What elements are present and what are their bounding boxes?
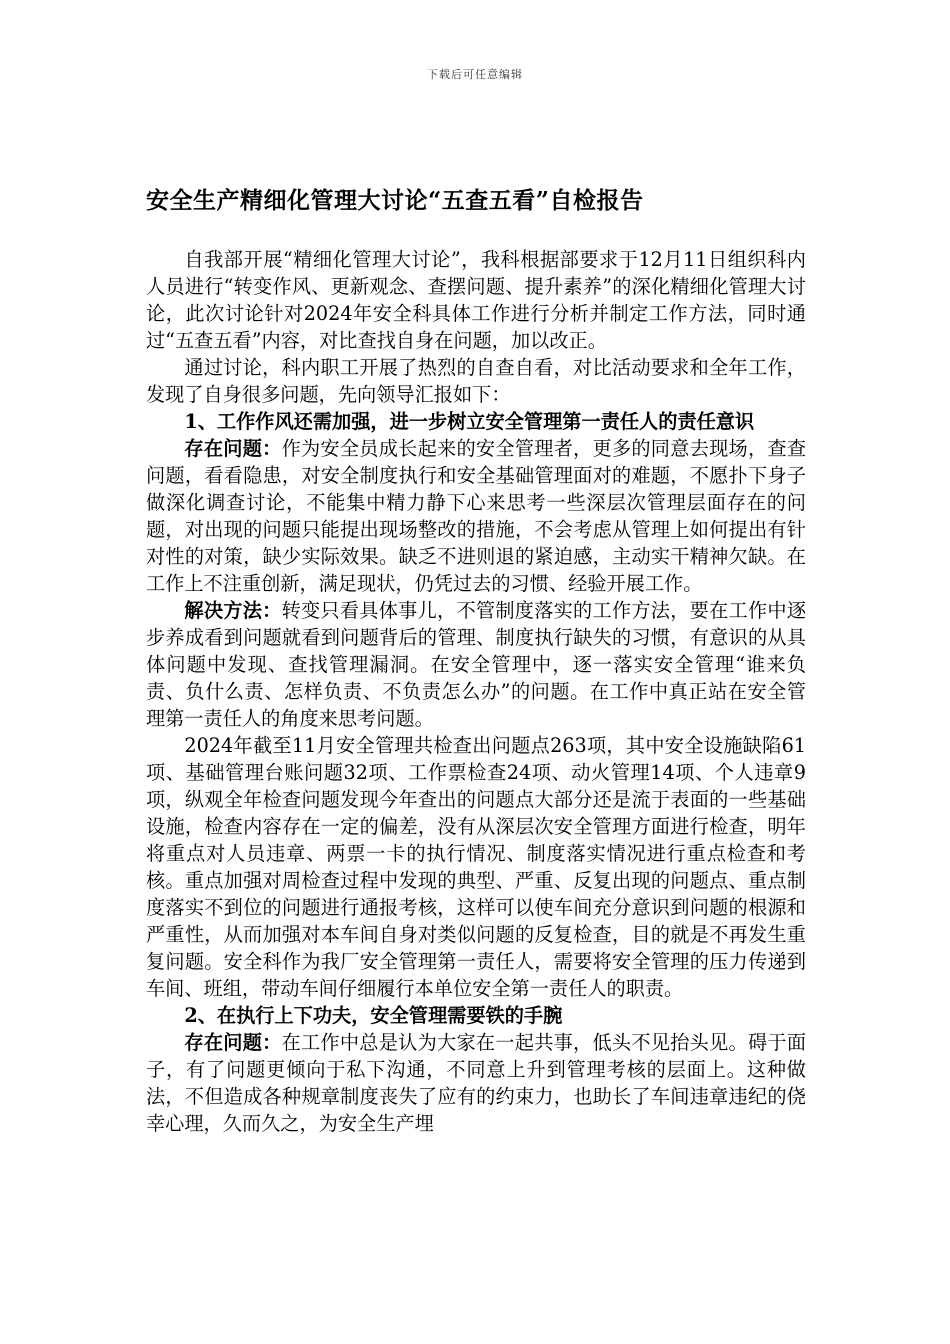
section-heading-2 [146,1002,806,1029]
paragraph-text: 在工作中总是认为大家在一起共事，低头不见抬头见。碍于面子，有了问题更倾向于私下沟通，不同意上升到管理考核的层面上。这种做法，不但造成各种规章制度丧失了应有的约束力，也助长了车间违章违纪的侥幸心理，久而久之，为安全生产埋 [146,1031,807,1135]
paragraph-text: 作为安全员成长起来的安全管理者，更多的同意去现场，查查问题，看看隐患，对安全制度执行和安全基础管理面对的难题，不愿扑下身子做深化调查讨论，不能集中精力静下心来思考一些深层次管理层面存在的问题，对出现的问题只能提出现场整改的措施，不会考虑从管理上如何提出有针对性的对策，缺少实际效果。缺乏不进则退的紧迫感，主动实干精神欠缺。在工作上不注重创新，满足现状，仍凭过去的习惯、经验开展工作。 [146,437,807,595]
paragraph-solution-1 [146,597,806,732]
paragraph-lead: 存在问题： [184,1031,282,1054]
section-heading-text: 2、在执行上下功夫，安全管理需要铁的手腕 [184,1004,563,1027]
section-heading-text: 1、工作作风还需加强，进一步树立安全管理第一责任人的责任意识 [184,410,755,433]
section-heading-1 [146,408,806,435]
document-title: 安全生产精细化管理大讨论“五查五看”自检报告 [146,187,644,214]
paragraph-text: 自我部开展“精细化管理大讨论”，我科根据部要求于12月11日组织科内人员进行“转变作风、更新观念、查摆问题、提升素养”的深化精细化管理大讨论，此次讨论针对2024年安全科具体工作进行分析并制定工作方法，同时通过“五查五看”内容，对比查找自身在问题，加以改正。 [146,248,806,352]
document-body [146,246,806,1137]
paragraph-text: 通过讨论，科内职工开展了热烈的自查自看，对比活动要求和全年工作，发现了自身很多问题，先向领导汇报如下： [146,356,806,406]
paragraph-intro [146,246,806,354]
paragraph-problem-2 [146,1029,806,1137]
paragraph-lead: 存在问题： [184,437,282,460]
paragraph-statistics [146,732,806,1002]
paragraph-discussion [146,354,806,408]
paragraph-lead: 解决方法： [184,599,282,622]
paragraph-text: 2024年截至11月安全管理共检查出问题点263项，其中安全设施缺陷61项、基础管理台账问题32项、工作票检查24项、动火管理14项、个人违章9项，纵观全年检查问题发现今年查出的问题点大部分还是流于表面的一些基础设施，检查内容存在一定的偏差，没有从深层次安全管理方面进行检查，明年将重点对人员违章、两票一卡的执行情况、制度落实情况进行重点检查和考核。重点加强对周检查过程中发现的典型、严重、反复出现的问题点、重点制度落实不到位的问题进行通报考核，这样可以使车间充分意识到问题的根源和严重性，从而加强对本车间自身对类似问题的反复检查，目的就是不再发生重复问题。安全科作为我厂安全管理第一责任人，需要将安全管理的压力传递到车间、班组，带动车间仔细履行本单位安全第一责任人的职责。 [146,734,806,1000]
paragraph-problem-1 [146,435,806,597]
paragraph-text: 转变只看具体事儿，不管制度落实的工作方法，要在工作中逐步养成看到问题就看到问题背后的管理、制度执行缺失的习惯，有意识的从具体问题中发现、查找管理漏洞。在安全管理中，逐一落实安全管理“谁来负责、负什么责、怎样负责、不负责怎么办”的问题。在工作中真正站在安全管理第一责任人的角度来思考问题。 [146,599,807,730]
header-note: 下载后可任意编辑 [427,68,523,81]
